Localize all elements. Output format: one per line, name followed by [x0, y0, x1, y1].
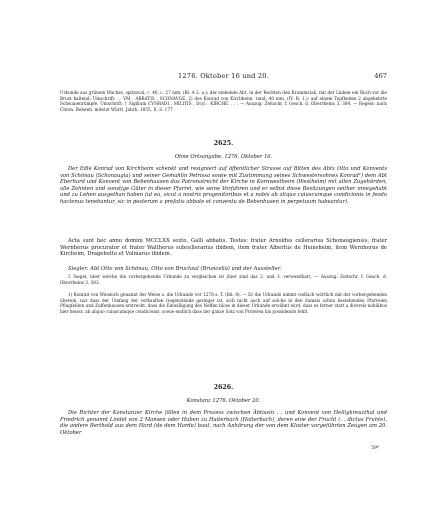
document-regest-2: Die Richter der Konstanzer Kirche fällen in dem Prozess zwischen Äbtissin . . und Konvent von Heiligkreuzthal und Friedrich genannt Lindel von 2 Mansen oder Huben zu Haiterbach (Haiterbach), deren eine der Frucht (. . dictus Fruhte), die andere Berthold aus dem Hard (de dem Harde) baut, nach Anhörung der von dem Kloster vorgeführten Zeugen am 20. Oktober: [60, 410, 387, 436]
running-head-title: 1276. Oktober 16 und 20.: [178, 72, 269, 80]
previous-document-tail: Urkunde aus grünem Wachse, spitzoval, c. 40, c. 27 mm, (Bl. A 2. a.): der stehende Abt, in der Rechten den Krummstab, mit der Linken ein Buch vor die Brust haltend; Umschrift: ... VM . ABBATIS . SCONAVGE. 2) des Konrad von Kirchheim, rund, 40 mm, (IV. B. 1.): auf einem Topfhelme 2 abgekehrte Schwanenrümpfe, Umschrift: † Sigillum CVNRADI . MILITIS . Dcyi . KIRCHE. . . . — Auszug: Zeitschr. f. Gesch. d. Oberrheins 3, 384. — Regest: nach Chron. Bebenh. mitetzt Württ. Jahrb. 1855, II, S. 177.: [60, 90, 387, 112]
document-regest: Der Edle Konrad von Kirchheim schenkt und resigniert auf öffentlicher Strasse auf Bitten des Abts Otto und Konvents von Schönau (Schonaugia) und seiner Gemahlin Petrissa sowie mit Zustimmung seines Schwestersohnes Konrad¹) dem Abt Eberhard und Konvent von Bebenhausen das Patronatrecht der Kirche in Kornwestheim (Westheim) mit allen Zugehörden, alle Zehnten und sonstige Güter in dieser Pfarrei, wie seine Vorfahren und er selbst diese Besitzungen seither innegehabt und zu Lehen ausgethan haben (ut ea, sicut a nostris progenitoribus et a nobis ab aliquo cuiuscumque condicionis in feodo hactenus tenebantur, sic in posterum a prefatis abbate et conventu de Bebenhusen in perpetuum habeantur).: [60, 166, 387, 205]
page-number: 467: [374, 72, 387, 80]
document-dateline: Ohne Ortsangabe. 1276. Oktober 16.: [174, 154, 273, 160]
document-sealers: Siegler: Abt Otto von Schönau, Otto von Bruchsal (Bruncella) und der Aussteller.: [68, 266, 282, 272]
archival-note: 2 Siegel, über welche die vorhergehende Urkunde zu vergleichen ist (hier sind das 2. und 3. verwendbar). — Auszug: Zeitschr. f. Gesch. d. Oberrheins 3, 383.: [60, 274, 387, 285]
document-number: 2625.: [213, 140, 234, 147]
printer-signature: 59*: [371, 446, 379, 451]
document-dateline-2: Konstanz 1276. Oktober 20.: [186, 398, 261, 404]
document-number-2: 2626.: [213, 384, 234, 391]
footnote: 1) Konrad von Wiesloch genannt der Weise s. die Urkunde vor 1278 s. T. (Bd. 8). — Er die Urkunde nimmt vielfach wörtlich mit der vorhergehenden überein, nur dass der Umfang der verkauften Gegenstände geringer ist, sich nicht auch auf solche in den damals schon bestehenden Pfarreien Pflugfelden und Zuffenhausen erstreckt, dass die Einwilligung des Neffen bloss in dieser Urkunde erwähnt wird, dass es ferner statt a diversis nobilibus hier heisst: ab aliquo cuiuscumque condicionis, sowie endlich dass der ganze Satz von Proterea his possidendo fehlt.: [60, 292, 387, 314]
running-head: [60, 72, 387, 82]
document-dating-witnesses: Acta sunt hec anno domini MCCLXX sexto, Galli abbatis. Testes: frater Arnoldus cellerarius Schonaugiensis, frater Wernherus procurator et frater Waltherus subcellerarius ibidem, item frater Albertus de Heinsheim, item Wernherus de Kircheim, Dragebotto et Volmarus ibidem.: [60, 238, 387, 258]
